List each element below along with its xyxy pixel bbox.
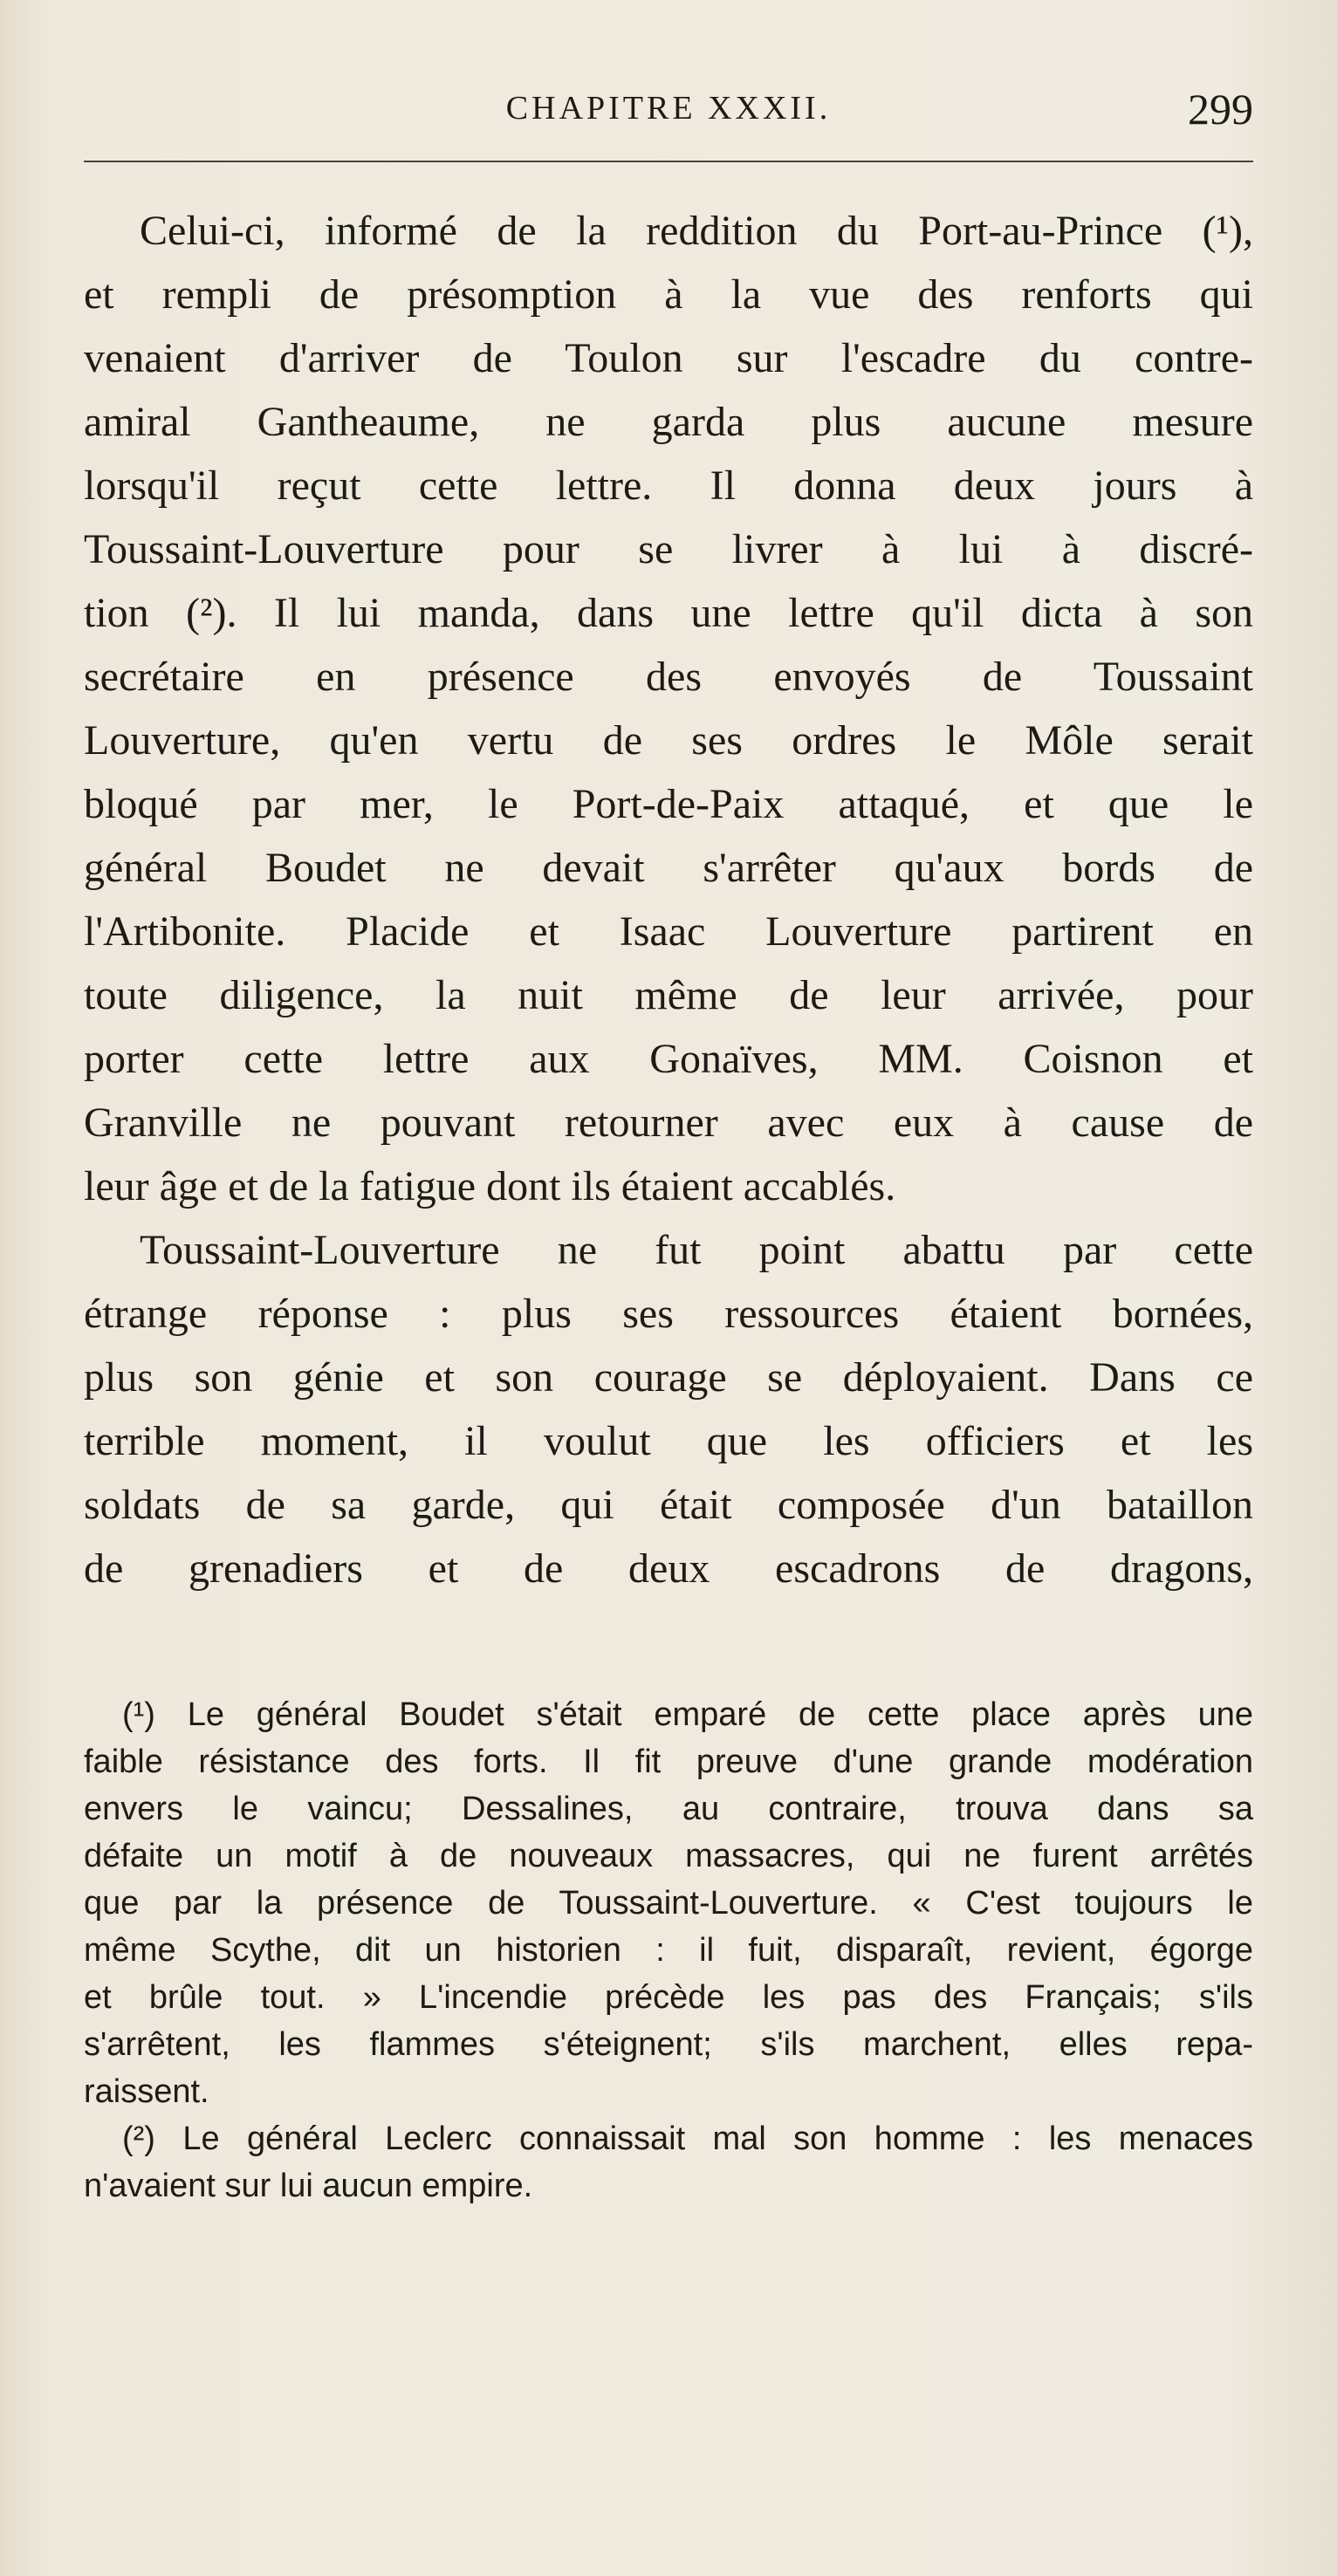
text-line: Louverture, qu'en vertu de ses ordres le Môle serait [84, 717, 1253, 764]
text-line: Toussaint-Louverture ne fut point abattu par cette [140, 1227, 1253, 1273]
main-text [84, 199, 1253, 1600]
text-line: secrétaire en présence des envoyés de Toussaint [84, 654, 1253, 700]
text-line: Granville ne pouvant retourner avec eux à cause de [84, 1100, 1253, 1146]
text-line: amiral Gantheaume, ne garda plus aucune mesure [84, 399, 1253, 445]
footnote-line: faible résistance des forts. Il fit preuve d'une grande modération [84, 1744, 1253, 1780]
footnotes [84, 1691, 1253, 2209]
header-rule [84, 161, 1253, 162]
text-line: venaient d'arriver de Toulon sur l'escadre du contre- [84, 335, 1253, 381]
text-line: toute diligence, la nuit même de leur arrivée, pour [84, 972, 1253, 1018]
text-line: leur âge et de la fatigue dont ils étaient accablés. [84, 1163, 896, 1209]
page-header [84, 80, 1253, 133]
text-line: l'Artibonite. Placide et Isaac Louverture partirent en [84, 908, 1253, 955]
text-line: plus son génie et son courage se déployaient. Dans ce [84, 1354, 1253, 1401]
footnote-line: (²) Le général Leclerc connaissait mal son homme : les menaces [122, 2120, 1253, 2157]
text-line: Toussaint-Louverture pour se livrer à lui à discré- [84, 526, 1253, 572]
text-line: et rempli de présomption à la vue des renforts qui [84, 271, 1253, 318]
text-line: général Boudet ne devait s'arrêter qu'aux bords de [84, 845, 1253, 891]
footnote-line: (¹) Le général Boudet s'était emparé de cette place après une [122, 1696, 1253, 1733]
footnote-line: que par la présence de Toussaint-Louverture. « C'est toujours le [84, 1885, 1253, 1922]
footnote-line: s'arrêtent, les flammes s'éteignent; s'ils marchent, elles repa- [84, 2026, 1253, 2063]
text-line: de grenadiers et de deux escadrons de dragons, [84, 1545, 1253, 1592]
text-line: Celui-ci, informé de la reddition du Port-au-Prince (¹), [140, 208, 1253, 254]
footnote-line: même Scythe, dit un historien : il fuit, disparaît, revient, égorge [84, 1932, 1253, 1969]
page-number: 299 [1188, 85, 1253, 134]
footnote-line: envers le vaincu; Dessalines, au contraire, trouva dans sa [84, 1791, 1253, 1827]
footnote-line: raissent. [84, 2073, 209, 2110]
text-line: porter cette lettre aux Gonaïves, MM. Coisnon et [84, 1036, 1253, 1082]
text-line: soldats de sa garde, qui était composée d'un bataillon [84, 1482, 1253, 1528]
text-line: lorsqu'il reçut cette lettre. Il donna deux jours à [84, 462, 1253, 509]
text-line: terrible moment, il voulut que les officiers et les [84, 1418, 1253, 1464]
running-title: CHAPITRE XXXII. [505, 90, 832, 127]
footnote-line: et brûle tout. » L'incendie précède les pas des Français; s'ils [84, 1979, 1253, 2016]
text-line: bloqué par mer, le Port-de-Paix attaqué, et que le [84, 781, 1253, 827]
text-line: étrange réponse : plus ses ressources étaient bornées, [84, 1291, 1253, 1337]
text-line: tion (²). Il lui manda, dans une lettre qu'il dicta à son [84, 590, 1253, 636]
footnote-line: défaite un motif à de nouveaux massacres, qui ne furent arrêtés [84, 1838, 1253, 1874]
footnote-line: n'avaient sur lui aucun empire. [84, 2168, 533, 2204]
